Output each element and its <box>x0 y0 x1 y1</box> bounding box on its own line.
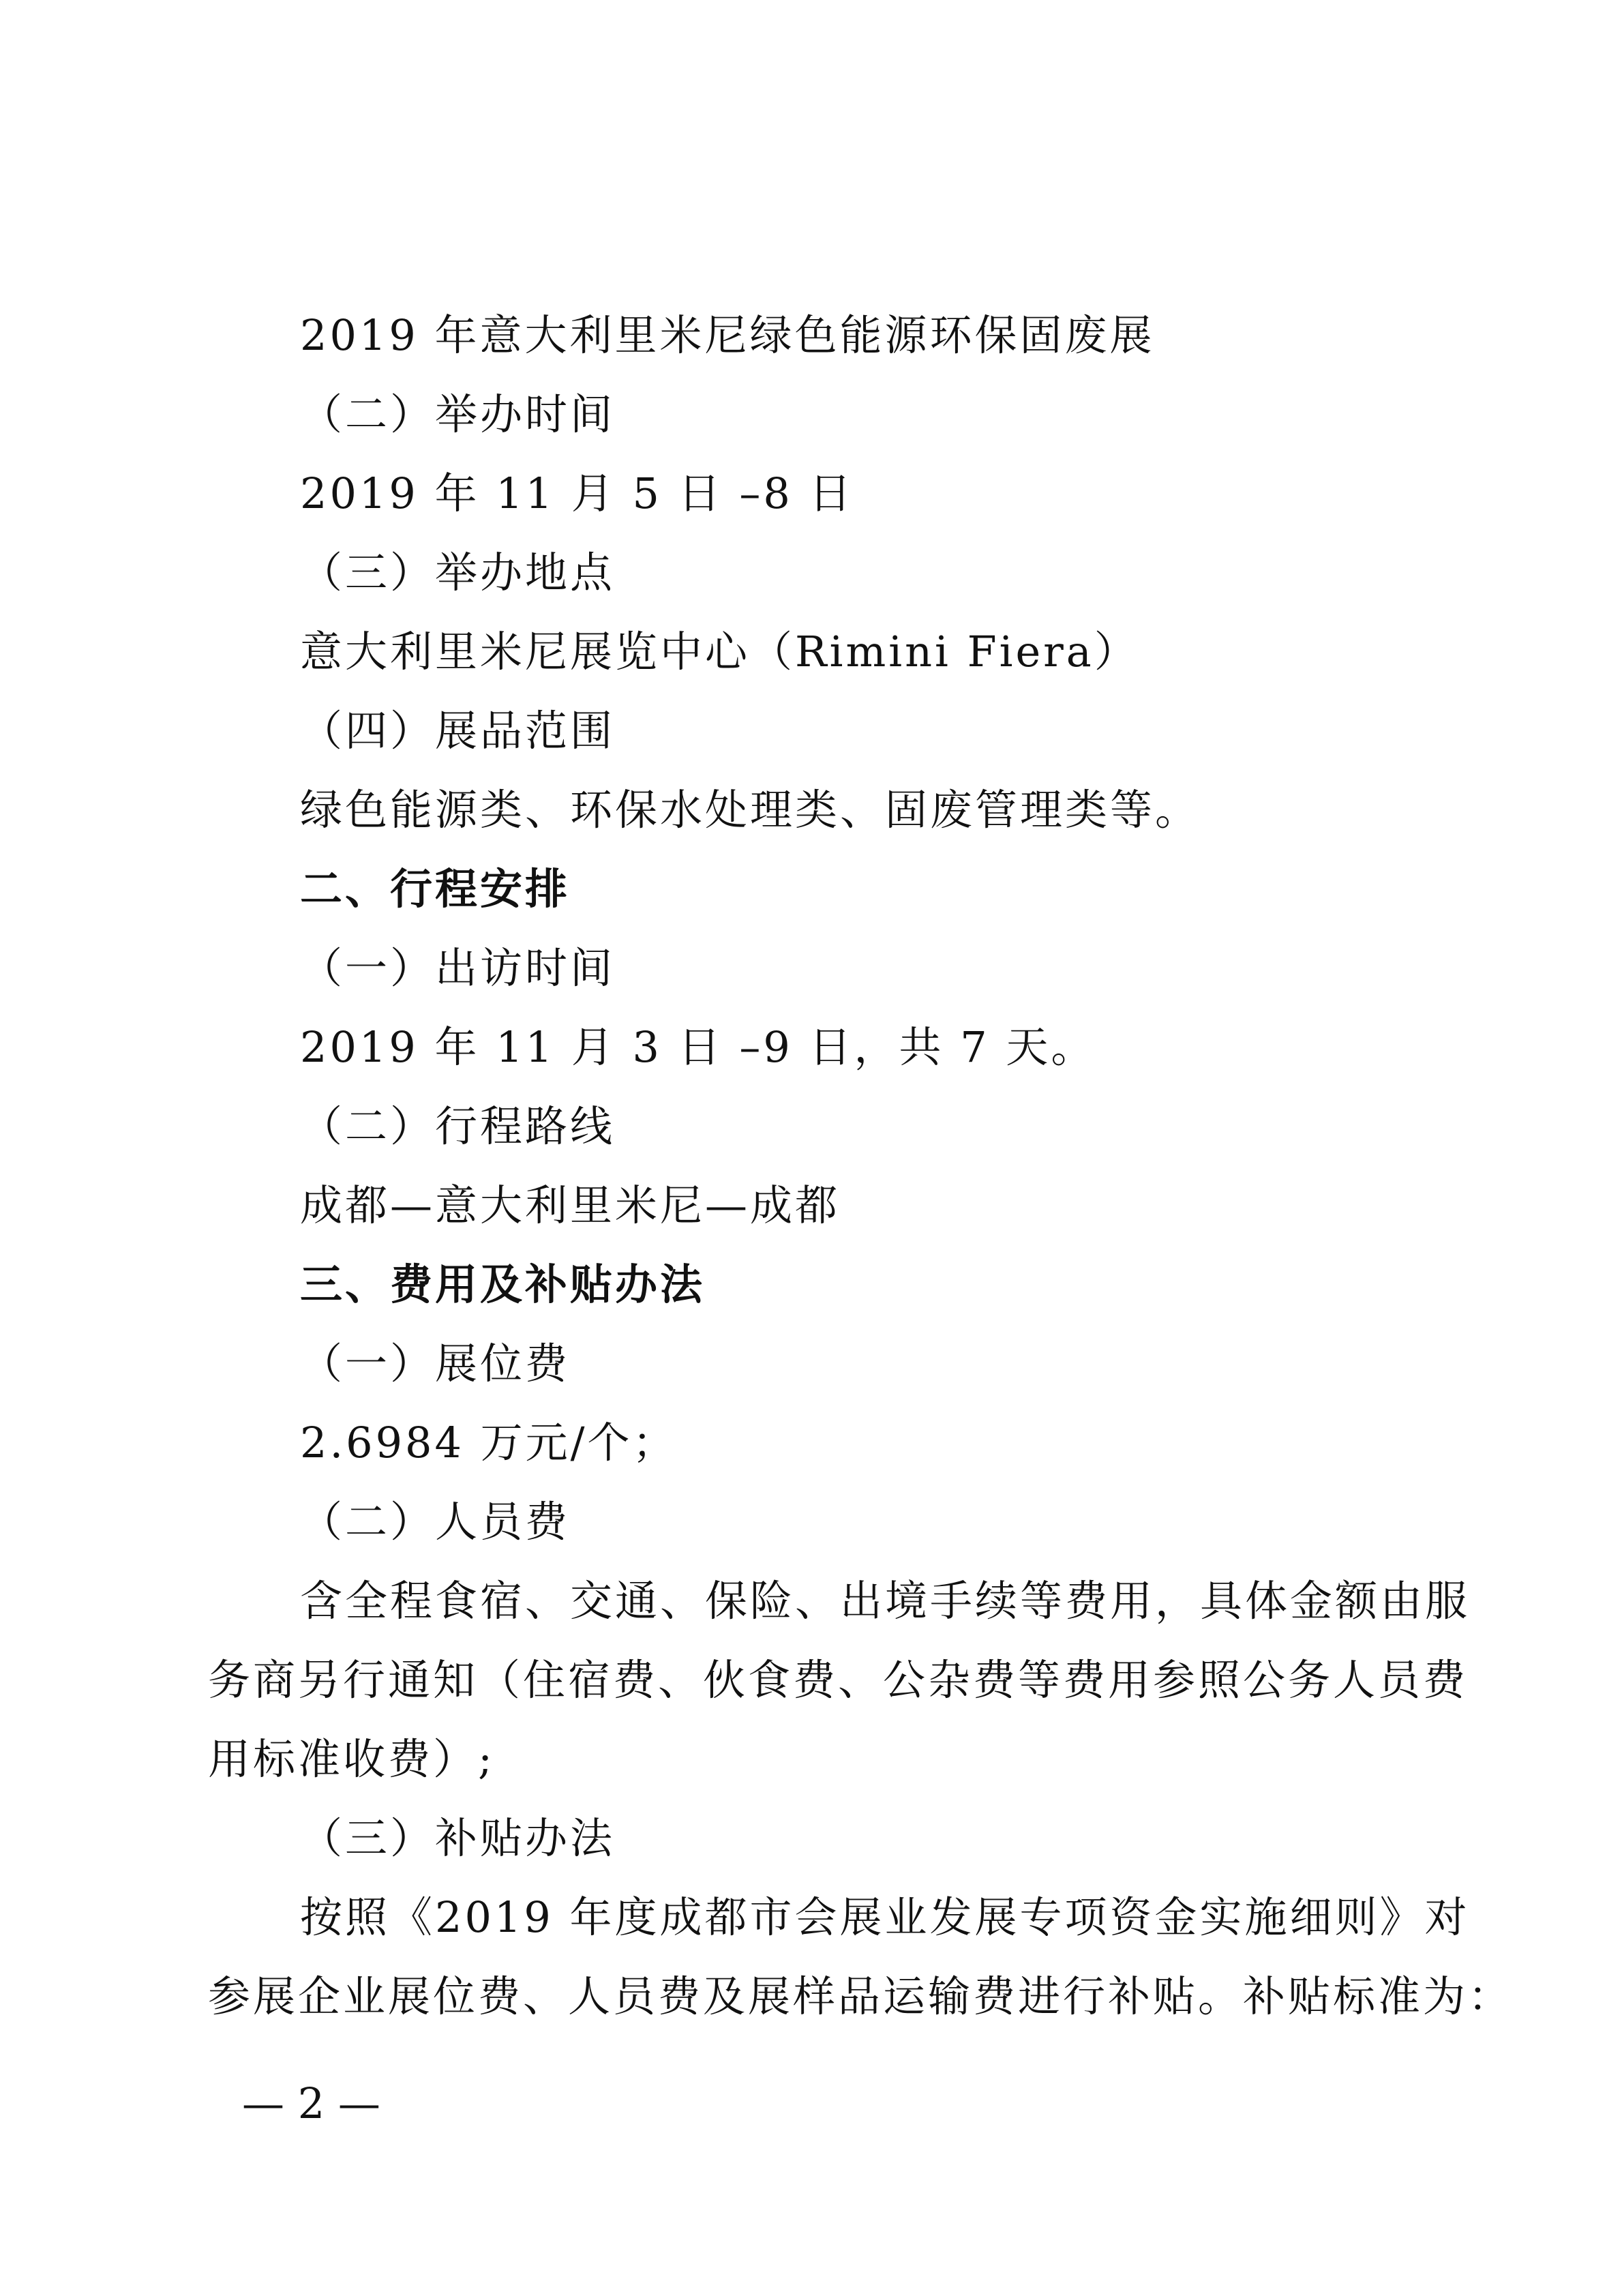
hold-time-value: 2019 年 11 月 5 日 –8 日 <box>300 468 854 518</box>
page-number: — 2 — <box>242 2078 380 2128</box>
personnel-fee-paragraph-line-3: 用标准收费）; <box>208 1734 495 1784</box>
subheading-hold-time: （二）举办时间 <box>300 389 616 439</box>
exhibit-scope-value: 绿色能源类、环保水处理类、固废管理类等。 <box>300 785 1201 835</box>
visit-time-value: 2019 年 11 月 3 日 –9 日，共 7 天。 <box>300 1022 1096 1072</box>
exhibition-name: 2019 年意大利里米尼绿色能源环保固废展 <box>300 310 1155 360</box>
personnel-fee-paragraph-line-1: 含全程食宿、交通、保险、出境手续等费用，具体金额由服 <box>300 1576 1471 1626</box>
section-heading-fees: 三、费用及补贴办法 <box>300 1259 706 1309</box>
personnel-fee-paragraph-line-2: 务商另行通知（住宿费、伙食费、公杂费等费用参照公务人员费 <box>208 1655 1469 1705</box>
subheading-personnel-fee: （二）人员费 <box>300 1497 571 1547</box>
subheading-route: （二）行程路线 <box>300 1101 616 1151</box>
hold-place-value: 意大利里米尼展览中心（Rimini Fiera） <box>300 627 1139 676</box>
subsidy-paragraph-line-1: 按照《2019 年度成都市会展业发展专项资金实施细则》对 <box>300 1892 1470 1942</box>
subheading-hold-place: （三）举办地点 <box>300 548 616 597</box>
subheading-exhibit-scope: （四）展品范围 <box>300 706 616 756</box>
subheading-subsidy: （三）补贴办法 <box>300 1813 616 1863</box>
subsidy-paragraph-line-2: 参展企业展位费、人员费及展样品运输费进行补贴。补贴标准为： <box>208 1971 1514 2021</box>
route-value: 成都—意大利里米尼—成都 <box>300 1180 841 1230</box>
section-heading-itinerary: 二、行程安排 <box>300 864 571 914</box>
booth-fee-value: 2.6984 万元/个； <box>300 1418 678 1467</box>
subheading-booth-fee: （一）展位费 <box>300 1339 571 1388</box>
subheading-visit-time: （一）出访时间 <box>300 943 616 993</box>
